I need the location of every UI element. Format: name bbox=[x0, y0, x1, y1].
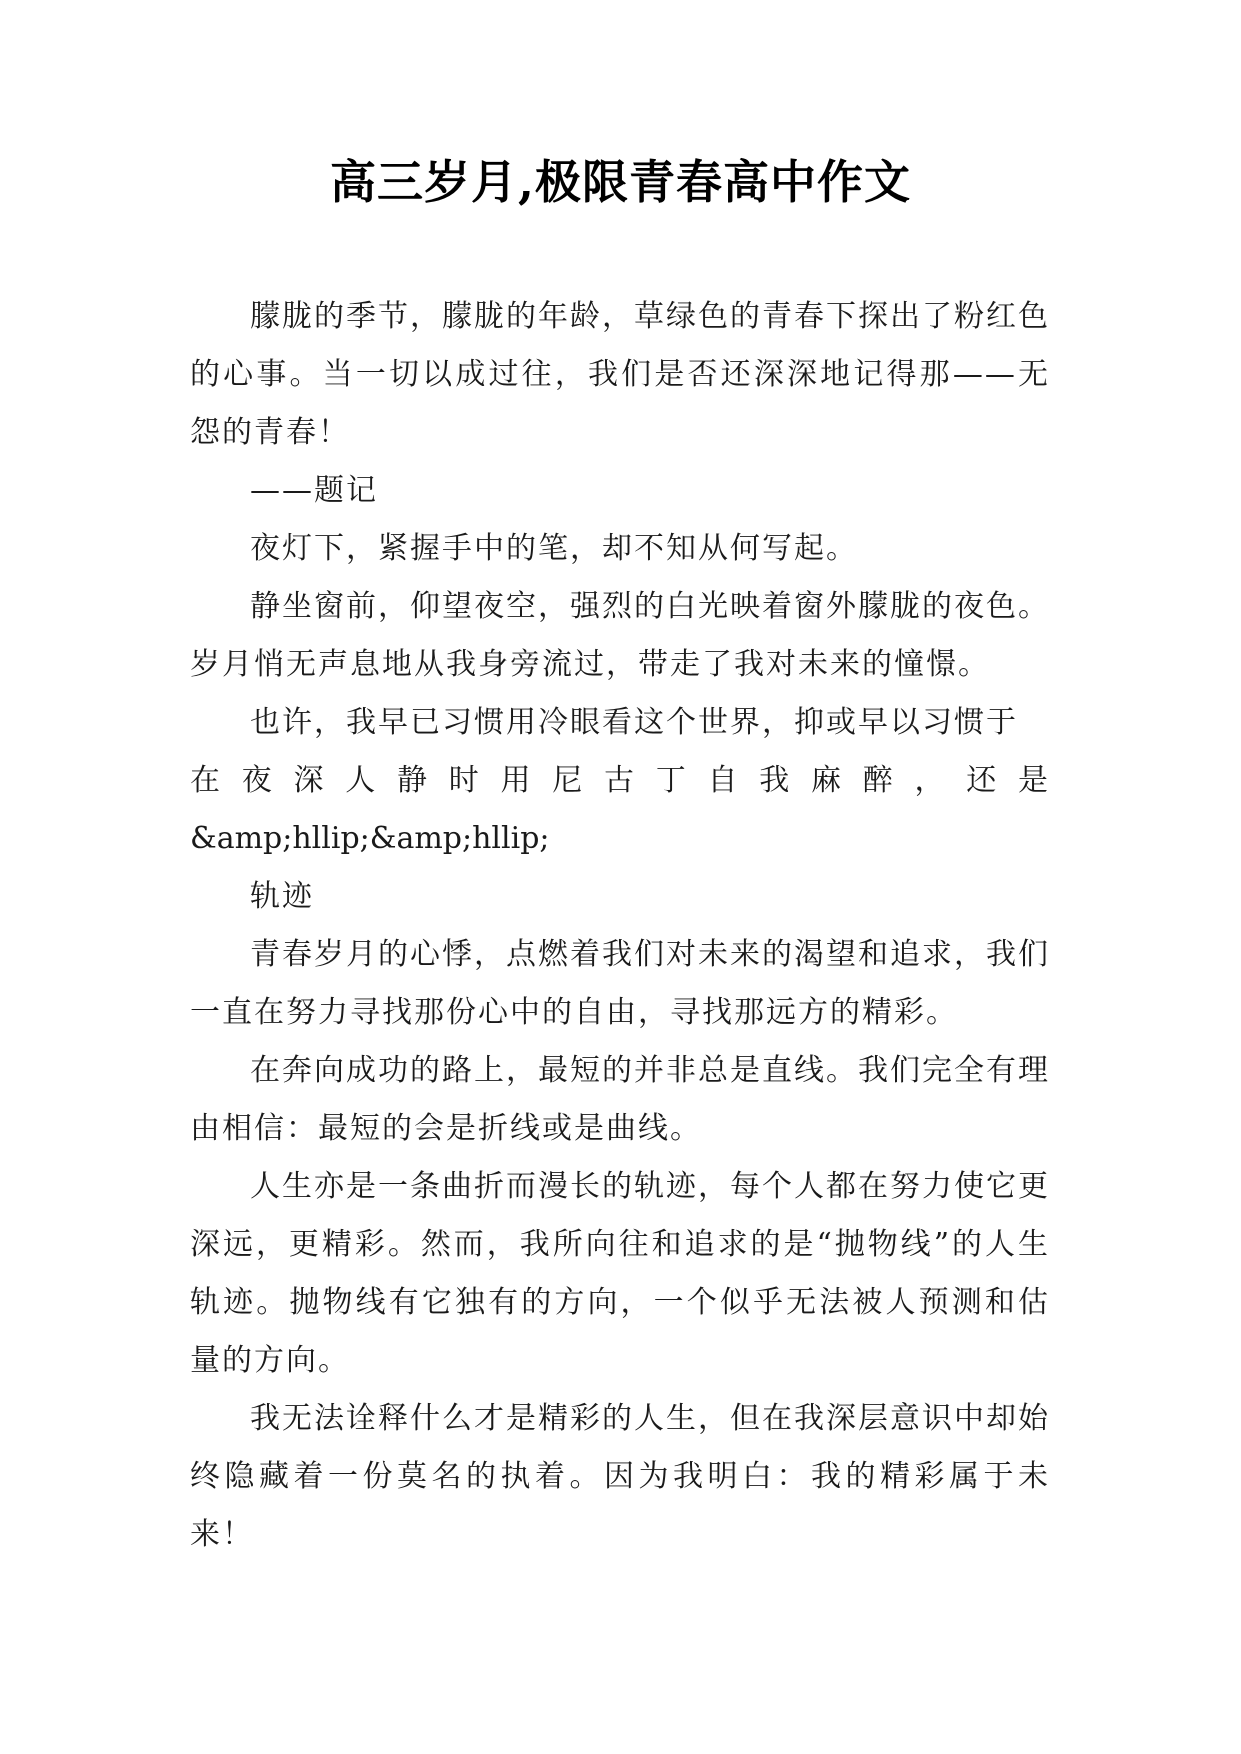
document-title: 高三岁月,极限青春高中作文 bbox=[329, 155, 911, 209]
paragraph-window: 静坐窗前，仰望夜空，强烈的白光映着窗外朦胧的夜色。岁月悄无声息地从我身旁流过，带走了我对未来的憧憬。 bbox=[190, 589, 1050, 682]
section-heading-trajectory: 轨迹 bbox=[250, 879, 314, 914]
paragraph-parabola: 人生亦是一条曲折而漫长的轨迹，每个人都在努力使它更深远，更精彩。然而，我所向往和追求的是“抛物线”的人生轨迹。抛物线有它独有的方向，一个似乎无法被人预测和估量的方向。 bbox=[190, 1169, 1050, 1378]
paragraph-road: 在奔向成功的路上，最短的并非总是直线。我们完全有理由相信：最短的会是折线或是曲线。 bbox=[190, 1053, 1050, 1146]
paragraph-youth: 青春岁月的心悸，点燃着我们对未来的渴望和追求，我们一直在努力寻找那份心中的自由，寻找那远方的精彩。 bbox=[190, 937, 1050, 1030]
paragraph-intro: 朦胧的季节，朦胧的年龄，草绿色的青春下探出了粉红色的心事。当一切以成过往，我们是否还深深地记得那——无怨的青春！ bbox=[190, 299, 1050, 450]
paragraph-perhaps-continued: 在夜深人静时用尼古丁自我麻醉，还是 bbox=[190, 763, 1050, 798]
paragraph-night-lamp: 夜灯下，紧握手中的笔，却不知从何写起。 bbox=[250, 531, 858, 566]
paragraph-perhaps: 也许，我早已习惯用冷眼看这个世界，抑或早以习惯于 bbox=[250, 705, 1018, 740]
paragraph-future: 我无法诠释什么才是精彩的人生，但在我深层意识中却始终隐藏着一份莫名的执着。因为我明白：我的精彩属于未来！ bbox=[190, 1401, 1050, 1552]
paragraph-epigraph-note: ——题记 bbox=[250, 473, 378, 508]
document-body bbox=[190, 288, 1050, 1564]
paragraph-ellipsis: &amp;hllip;&amp;hllip; bbox=[190, 821, 550, 856]
